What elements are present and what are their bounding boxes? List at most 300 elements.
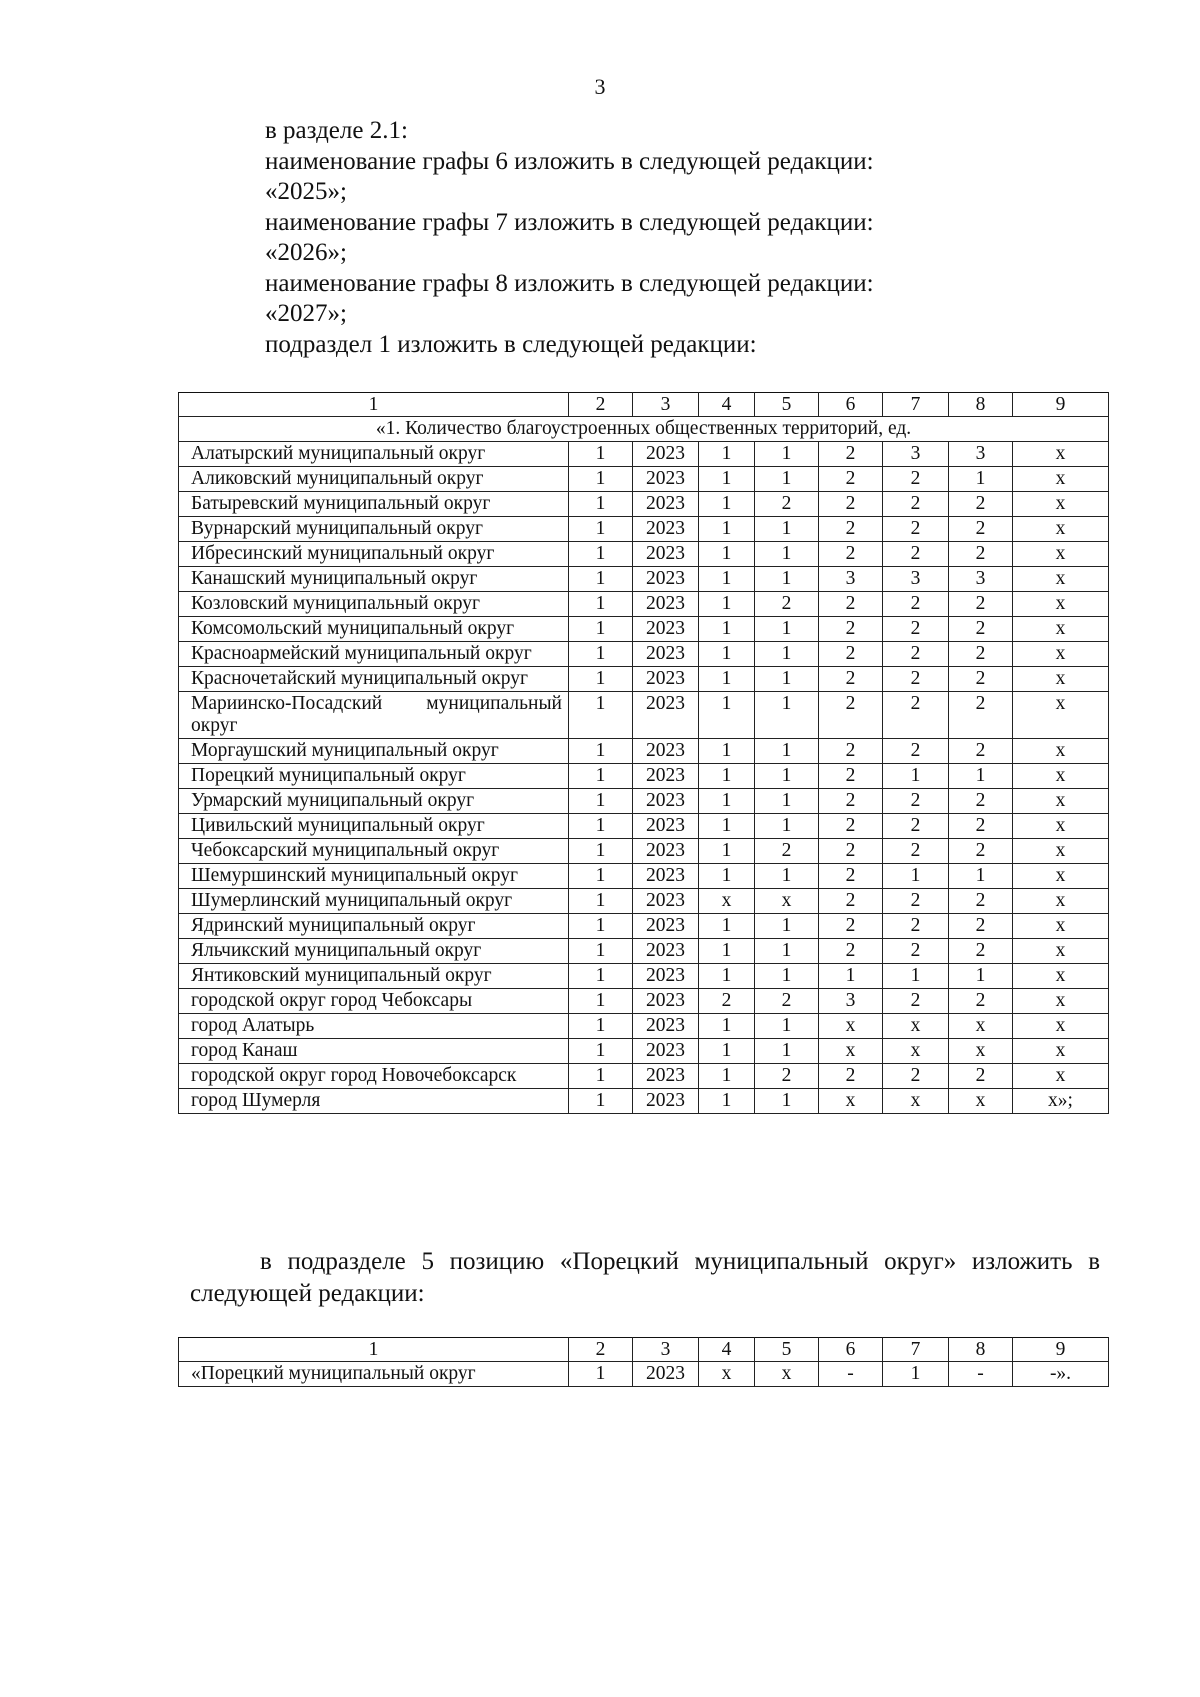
value-cell: х: [699, 889, 755, 914]
value-cell: 1: [949, 864, 1013, 889]
value-cell: 2: [819, 739, 883, 764]
value-cell: 2: [819, 642, 883, 667]
column-number-cell: 9: [1013, 1338, 1109, 1362]
intro-text: [265, 116, 874, 360]
value-cell: 1: [569, 667, 633, 692]
value-cell: 2: [883, 914, 949, 939]
value-cell: 1: [569, 739, 633, 764]
value-cell: 2: [883, 889, 949, 914]
column-number-cell: 6: [819, 1338, 883, 1362]
intro-line: в разделе 2.1:: [265, 117, 408, 144]
district-name-cell: городской округ город Новочебоксарск: [179, 1064, 569, 1089]
table-row: [179, 739, 1109, 764]
value-cell: 2023: [633, 989, 699, 1014]
value-cell: х: [1013, 814, 1109, 839]
value-cell: 3: [883, 567, 949, 592]
value-cell: 2: [883, 989, 949, 1014]
value-cell: 1: [569, 939, 633, 964]
value-cell: 2: [883, 789, 949, 814]
value-cell: 2023: [633, 442, 699, 467]
column-number-cell: 3: [633, 1338, 699, 1362]
value-cell: х: [1013, 914, 1109, 939]
value-cell: 1: [755, 567, 819, 592]
value-cell: 1: [699, 542, 755, 567]
value-cell: х: [1013, 542, 1109, 567]
value-cell: х: [1013, 492, 1109, 517]
value-cell: 2023: [633, 692, 699, 739]
value-cell: 1: [569, 1039, 633, 1064]
value-cell: х: [883, 1089, 949, 1114]
value-cell: 1: [699, 814, 755, 839]
value-cell: х: [819, 1014, 883, 1039]
value-cell: 2: [819, 442, 883, 467]
value-cell: 2: [819, 764, 883, 789]
value-cell: 1: [569, 517, 633, 542]
district-name-cell: Янтиковский муниципальный округ: [179, 964, 569, 989]
value-cell: х: [755, 889, 819, 914]
table-row: [179, 467, 1109, 492]
value-cell: х: [1013, 789, 1109, 814]
value-cell: 2: [949, 914, 1013, 939]
value-cell: 1: [699, 617, 755, 642]
table-row: [179, 492, 1109, 517]
value-cell: х: [883, 1039, 949, 1064]
value-cell: 2023: [633, 889, 699, 914]
table-row: [179, 889, 1109, 914]
value-cell: х: [1013, 567, 1109, 592]
value-cell: 2: [699, 989, 755, 1014]
value-cell: 1: [699, 642, 755, 667]
district-name-cell: Комсомольский муниципальный округ: [179, 617, 569, 642]
value-cell: 2: [819, 692, 883, 739]
value-cell: х: [949, 1014, 1013, 1039]
table-row: [179, 442, 1109, 467]
district-name-cell: Моргаушский муниципальный округ: [179, 739, 569, 764]
value-cell: 1: [569, 839, 633, 864]
value-cell: 2023: [633, 1014, 699, 1039]
value-cell: 2: [883, 542, 949, 567]
column-number-cell: 3: [633, 393, 699, 417]
table-row: [179, 814, 1109, 839]
value-cell: х: [1013, 939, 1109, 964]
value-cell: 1: [569, 692, 633, 739]
value-cell: 1: [819, 964, 883, 989]
value-cell: 1: [755, 617, 819, 642]
value-cell: 2023: [633, 1362, 699, 1387]
value-cell: 2023: [633, 667, 699, 692]
value-cell: 1: [569, 964, 633, 989]
value-cell: 1: [699, 1039, 755, 1064]
table-row: [179, 1014, 1109, 1039]
value-cell: 1: [569, 467, 633, 492]
value-cell: 2023: [633, 1039, 699, 1064]
value-cell: х: [755, 1362, 819, 1387]
column-number-cell: 1: [179, 393, 569, 417]
value-cell: 2: [949, 617, 1013, 642]
value-cell: 1: [755, 939, 819, 964]
value-cell: 1: [883, 1362, 949, 1387]
district-name-cell: городской округ город Чебоксары: [179, 989, 569, 1014]
value-cell: 2: [949, 989, 1013, 1014]
table-row: [179, 1039, 1109, 1064]
value-cell: 1: [883, 964, 949, 989]
value-cell: х: [1013, 889, 1109, 914]
table-row: [179, 839, 1109, 864]
value-cell: 1: [883, 864, 949, 889]
value-cell: 1: [755, 814, 819, 839]
table-row: [179, 592, 1109, 617]
value-cell: х: [1013, 667, 1109, 692]
table-row: [179, 692, 1109, 739]
value-cell: 2: [819, 914, 883, 939]
value-cell: 1: [699, 1014, 755, 1039]
value-cell: 1: [755, 964, 819, 989]
table-row: [179, 789, 1109, 814]
value-cell: 2: [949, 667, 1013, 692]
district-name-cell: Шемуршинский муниципальный округ: [179, 864, 569, 889]
district-name-cell: Урмарский муниципальный округ: [179, 789, 569, 814]
column-number-cell: 4: [699, 1338, 755, 1362]
value-cell: 1: [569, 1064, 633, 1089]
value-cell: 2023: [633, 739, 699, 764]
intro-line: наименование графы 8 изложить в следующей редакции:: [265, 269, 874, 297]
value-cell: 1: [755, 692, 819, 739]
district-name-cell: Аликовский муниципальный округ: [179, 467, 569, 492]
value-cell: 2: [883, 739, 949, 764]
value-cell: 1: [699, 739, 755, 764]
value-cell: 2023: [633, 492, 699, 517]
value-cell: 2023: [633, 642, 699, 667]
value-cell: 2023: [633, 1089, 699, 1114]
column-number-cell: 8: [949, 393, 1013, 417]
value-cell: х: [1013, 764, 1109, 789]
value-cell: 1: [699, 864, 755, 889]
district-name-cell: Цивильский муниципальный округ: [179, 814, 569, 839]
column-number-cell: 9: [1013, 393, 1109, 417]
value-cell: 1: [755, 764, 819, 789]
value-cell: 2: [819, 617, 883, 642]
value-cell: 2: [883, 642, 949, 667]
value-cell: 2023: [633, 467, 699, 492]
value-cell: 2023: [633, 592, 699, 617]
value-cell: 2: [949, 692, 1013, 739]
value-cell: х: [819, 1039, 883, 1064]
value-cell: 2: [883, 814, 949, 839]
district-name-cell: Шумерлинский муниципальный округ: [179, 889, 569, 914]
value-cell: 1: [569, 764, 633, 789]
value-cell: 2: [949, 814, 1013, 839]
district-name-cell: Красноармейский муниципальный округ: [179, 642, 569, 667]
value-cell: х: [883, 1014, 949, 1039]
value-cell: 2023: [633, 764, 699, 789]
column-number-cell: 2: [569, 393, 633, 417]
value-cell: 1: [569, 789, 633, 814]
district-name-cell: Чебоксарский муниципальный округ: [179, 839, 569, 864]
value-cell: 1: [699, 467, 755, 492]
value-cell: 1: [755, 1039, 819, 1064]
value-cell: 2: [819, 789, 883, 814]
district-name-cell: Ибресинский муниципальный округ: [179, 542, 569, 567]
value-cell: 2: [883, 517, 949, 542]
value-cell: 2: [755, 1064, 819, 1089]
value-cell: 2023: [633, 964, 699, 989]
district-name-cell: Канашский муниципальный округ: [179, 567, 569, 592]
table-row: [179, 914, 1109, 939]
value-cell: 2: [883, 939, 949, 964]
column-number-row: [179, 1338, 1109, 1362]
district-name-cell: Алатырский муниципальный округ: [179, 442, 569, 467]
value-cell: 2: [883, 667, 949, 692]
value-cell: 1: [569, 542, 633, 567]
table-row: [179, 764, 1109, 789]
value-cell: 2023: [633, 617, 699, 642]
value-cell: 1: [699, 517, 755, 542]
column-number-cell: 2: [569, 1338, 633, 1362]
value-cell: 1: [699, 567, 755, 592]
value-cell: 2: [949, 542, 1013, 567]
value-cell: 1: [569, 642, 633, 667]
column-number-cell: 8: [949, 1338, 1013, 1362]
value-cell: 2: [883, 492, 949, 517]
value-cell: 2023: [633, 814, 699, 839]
intro-line: «2027»;: [265, 300, 347, 327]
value-cell: х: [1013, 864, 1109, 889]
value-cell: 2: [949, 1064, 1013, 1089]
value-cell: х: [819, 1089, 883, 1114]
value-cell: 2: [819, 839, 883, 864]
value-cell: 2023: [633, 1064, 699, 1089]
table-row: [179, 964, 1109, 989]
table-row: [179, 1362, 1109, 1387]
value-cell: 1: [755, 517, 819, 542]
table-row: [179, 542, 1109, 567]
value-cell: 1: [569, 567, 633, 592]
value-cell: -».: [1013, 1362, 1109, 1387]
value-cell: х: [1013, 442, 1109, 467]
value-cell: 1: [699, 692, 755, 739]
value-cell: 2: [883, 692, 949, 739]
value-cell: 1: [569, 617, 633, 642]
page-number: 3: [594, 74, 606, 99]
table-row: [179, 642, 1109, 667]
table-row: [179, 989, 1109, 1014]
value-cell: 2023: [633, 914, 699, 939]
value-cell: 2: [819, 517, 883, 542]
district-name-cell: город Шумерля: [179, 1089, 569, 1114]
value-cell: 1: [569, 914, 633, 939]
section-title: «1. Количество благоустроенных общественных территорий, ед.: [179, 417, 1109, 442]
district-name-cell: город Канаш: [179, 1039, 569, 1064]
value-cell: 2: [949, 642, 1013, 667]
value-cell: 2023: [633, 789, 699, 814]
value-cell: 2: [949, 739, 1013, 764]
value-cell: 2: [883, 1064, 949, 1089]
value-cell: х: [949, 1089, 1013, 1114]
value-cell: 1: [755, 914, 819, 939]
value-cell: 1: [755, 789, 819, 814]
value-cell: х: [1013, 467, 1109, 492]
value-cell: 2: [819, 667, 883, 692]
value-cell: 2: [949, 517, 1013, 542]
value-cell: 1: [883, 764, 949, 789]
territories-table: [178, 392, 1109, 1114]
district-name-cell: Яльчикский муниципальный округ: [179, 939, 569, 964]
value-cell: 1: [569, 442, 633, 467]
value-cell: 2: [949, 839, 1013, 864]
value-cell: х: [1013, 839, 1109, 864]
value-cell: 1: [949, 467, 1013, 492]
value-cell: 1: [755, 739, 819, 764]
column-number-cell: 6: [819, 393, 883, 417]
value-cell: 2: [819, 542, 883, 567]
district-name-cell: Порецкий муниципальный округ: [179, 764, 569, 789]
value-cell: 1: [699, 764, 755, 789]
value-cell: х: [949, 1039, 1013, 1064]
intro-line: наименование графы 6 изложить в следующей редакции:: [265, 147, 874, 175]
value-cell: 1: [699, 839, 755, 864]
table-row: [179, 864, 1109, 889]
value-cell: 2023: [633, 939, 699, 964]
district-name-cell: Мариинско-Посадский муниципальный округ: [179, 692, 569, 739]
value-cell: 2: [755, 592, 819, 617]
value-cell: 2: [883, 467, 949, 492]
value-cell: 1: [569, 1014, 633, 1039]
value-cell: х: [699, 1362, 755, 1387]
value-cell: 1: [569, 889, 633, 914]
value-cell: 1: [569, 492, 633, 517]
value-cell: 2: [819, 939, 883, 964]
value-cell: 2: [949, 889, 1013, 914]
intro-line: подраздел 1 изложить в следующей редакции:: [265, 330, 757, 358]
value-cell: 2023: [633, 864, 699, 889]
value-cell: х: [1013, 739, 1109, 764]
value-cell: 1: [949, 964, 1013, 989]
district-name-cell: Красночетайский муниципальный округ: [179, 667, 569, 692]
value-cell: 2023: [633, 567, 699, 592]
column-number-cell: 1: [179, 1338, 569, 1362]
value-cell: 1: [755, 864, 819, 889]
column-number-cell: 7: [883, 393, 949, 417]
table-row: [179, 939, 1109, 964]
district-name-cell: Батыревский муниципальный округ: [179, 492, 569, 517]
district-name-cell: «Порецкий муниципальный округ: [179, 1362, 569, 1387]
value-cell: 1: [569, 864, 633, 889]
value-cell: 2: [949, 939, 1013, 964]
value-cell: 1: [949, 764, 1013, 789]
value-cell: 1: [699, 442, 755, 467]
value-cell: 1: [755, 1014, 819, 1039]
value-cell: 2: [949, 492, 1013, 517]
value-cell: х: [1013, 1039, 1109, 1064]
value-cell: 1: [699, 1064, 755, 1089]
value-cell: 2023: [633, 517, 699, 542]
value-cell: 1: [569, 592, 633, 617]
value-cell: 2: [755, 839, 819, 864]
value-cell: 1: [699, 789, 755, 814]
intro-line: наименование графы 7 изложить в следующей редакции:: [265, 208, 874, 236]
value-cell: 1: [755, 667, 819, 692]
district-name-cell: Ядринский муниципальный округ: [179, 914, 569, 939]
value-cell: х: [1013, 1064, 1109, 1089]
value-cell: х: [1013, 642, 1109, 667]
column-number-cell: 7: [883, 1338, 949, 1362]
value-cell: 1: [755, 542, 819, 567]
value-cell: 1: [699, 939, 755, 964]
value-cell: 1: [699, 1089, 755, 1114]
value-cell: 3: [819, 989, 883, 1014]
value-cell: 2: [819, 1064, 883, 1089]
value-cell: 2: [819, 889, 883, 914]
value-cell: 2: [819, 467, 883, 492]
value-cell: х: [1013, 517, 1109, 542]
value-cell: 2023: [633, 839, 699, 864]
value-cell: 2: [819, 492, 883, 517]
value-cell: 2: [819, 864, 883, 889]
value-cell: х: [1013, 964, 1109, 989]
value-cell: 1: [755, 442, 819, 467]
value-cell: -: [949, 1362, 1013, 1387]
value-cell: 1: [699, 492, 755, 517]
value-cell: 1: [569, 1089, 633, 1114]
value-cell: х: [1013, 1014, 1109, 1039]
value-cell: 1: [699, 964, 755, 989]
value-cell: 2: [755, 492, 819, 517]
value-cell: х: [1013, 989, 1109, 1014]
table-row: [179, 517, 1109, 542]
table-row: [179, 1064, 1109, 1089]
value-cell: 1: [569, 1362, 633, 1387]
amendment-text: в подразделе 5 позицию «Порецкий муниципальный округ» изложить в следующей редакции:: [190, 1248, 1100, 1307]
value-cell: 2: [819, 814, 883, 839]
column-number-cell: 4: [699, 393, 755, 417]
table-row: [179, 617, 1109, 642]
value-cell: 3: [819, 567, 883, 592]
value-cell: 3: [949, 567, 1013, 592]
value-cell: 1: [755, 467, 819, 492]
value-cell: 2: [755, 989, 819, 1014]
value-cell: х: [1013, 617, 1109, 642]
column-number-cell: 5: [755, 393, 819, 417]
table-row: [179, 567, 1109, 592]
value-cell: х: [1013, 592, 1109, 617]
intro-line: «2025»;: [265, 178, 347, 205]
value-cell: 2: [883, 592, 949, 617]
poretsky-table: [178, 1337, 1109, 1387]
value-cell: 1: [569, 814, 633, 839]
value-cell: 1: [699, 667, 755, 692]
value-cell: 2: [883, 839, 949, 864]
value-cell: 1: [699, 592, 755, 617]
value-cell: 2023: [633, 542, 699, 567]
district-name-cell: Вурнарский муниципальный округ: [179, 517, 569, 542]
column-number-cell: 5: [755, 1338, 819, 1362]
value-cell: 1: [569, 989, 633, 1014]
value-cell: 1: [755, 642, 819, 667]
section-title-row: [179, 417, 1109, 442]
table-row: [179, 1089, 1109, 1114]
value-cell: х»;: [1013, 1089, 1109, 1114]
value-cell: 2: [949, 592, 1013, 617]
value-cell: 1: [755, 1089, 819, 1114]
district-name-cell: Козловский муниципальный округ: [179, 592, 569, 617]
value-cell: 3: [883, 442, 949, 467]
value-cell: 2: [819, 592, 883, 617]
value-cell: 1: [699, 914, 755, 939]
intro-line: «2026»;: [265, 239, 347, 266]
value-cell: 3: [949, 442, 1013, 467]
value-cell: 2: [883, 617, 949, 642]
value-cell: -: [819, 1362, 883, 1387]
